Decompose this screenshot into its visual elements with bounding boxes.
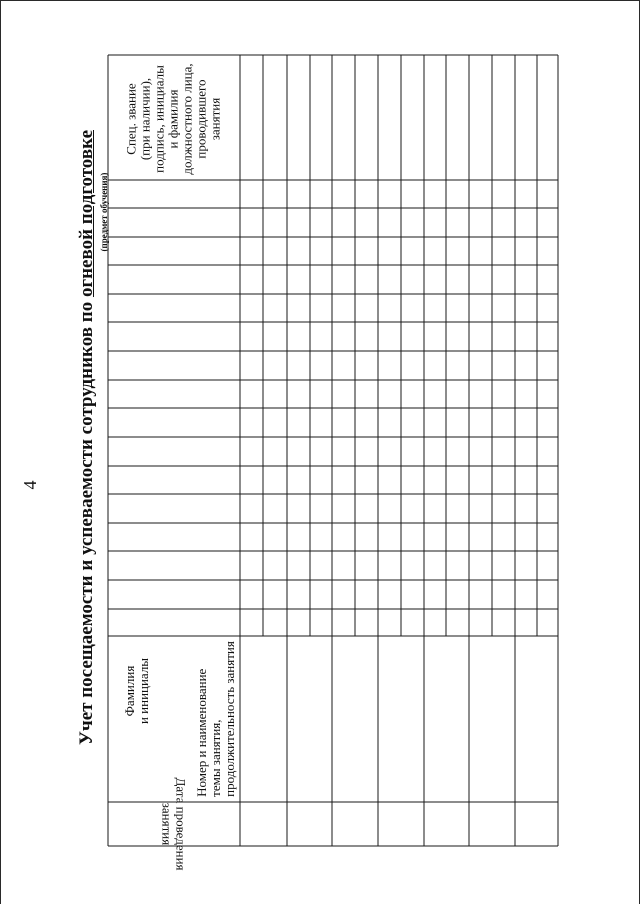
header-signature-line-7: занятия — [208, 97, 223, 141]
header-date-line-1: Дата проведения — [174, 777, 189, 871]
header-signature-cell — [108, 58, 240, 180]
header-topic-line-1: Номер и наименование — [194, 668, 210, 797]
header-topic-line-2: темы занятия, — [208, 719, 224, 797]
header-signature — [125, 63, 223, 174]
header-topic — [195, 641, 237, 797]
header-signature-line-3: подпись, инициалы — [152, 65, 167, 173]
header-date-cell — [108, 777, 240, 871]
header-signature-line-6: проводившего — [194, 79, 209, 159]
header-date — [160, 777, 188, 870]
header-topic-cell — [186, 640, 246, 798]
header-signature-line-5: должностного лица, — [180, 63, 195, 175]
title-prefix: Учет посещаемости и успеваемости сотрудников по — [76, 297, 97, 745]
header-names-line-2: и инициалы — [136, 657, 152, 725]
subject-caption: (предмет обучения) — [99, 172, 109, 252]
page-number: 4 — [20, 480, 40, 490]
header-signature-line-2: (при наличии), — [138, 77, 153, 161]
header-date-line-2: занятия — [160, 802, 175, 846]
header-topic-line-3: продолжительность занятия — [222, 641, 238, 797]
header-signature-line-1: Спец. звание — [124, 83, 139, 155]
header-names-cell — [108, 636, 166, 746]
header-names-line-1: Фамилия — [122, 665, 138, 717]
title-subject: огневой подготовке — [76, 130, 97, 298]
header-names — [123, 658, 151, 724]
header-signature-line-4: и фамилия — [166, 89, 181, 149]
